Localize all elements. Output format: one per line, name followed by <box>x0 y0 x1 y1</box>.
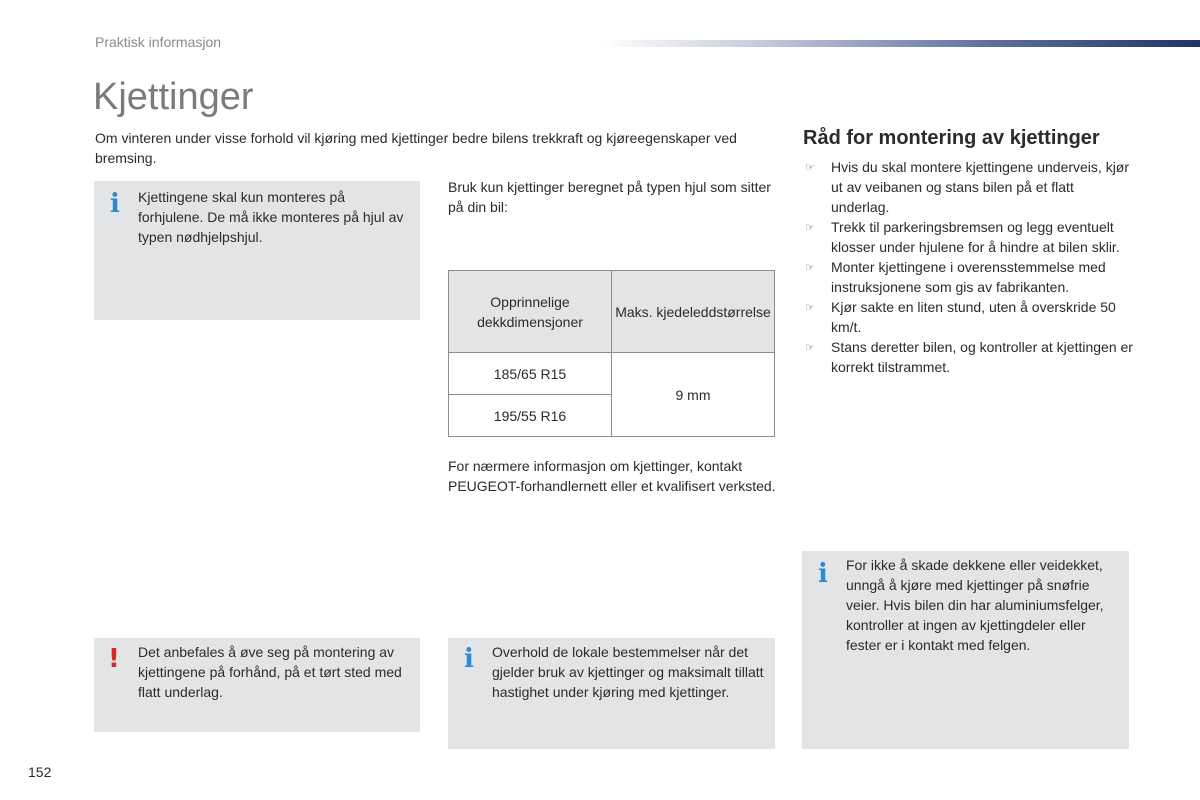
table-cell-dimension: 185/65 R15 <box>449 353 612 395</box>
info-box-tyre-damage <box>802 551 1129 749</box>
pointing-hand-icon: ☞ <box>805 261 815 274</box>
warning-text-practice: Det anbefales å øve seg på montering av kjettingene på forhånd, på et tørt sted med flatt underlag. <box>138 644 402 700</box>
list-item-text: Stans deretter bilen, og kontroller at kjettingen er korrekt tilstrammet. <box>831 339 1133 375</box>
table-header-cell: Opprinnelige dekkdimensjoner <box>449 271 612 353</box>
list-item <box>803 337 1133 377</box>
list-item-text: Monter kjettingene i overensstemmelse med instruksjonene som gis av fabrikanten. <box>831 259 1106 295</box>
info-icon: i <box>464 644 474 674</box>
info-box-front-wheels <box>94 181 420 320</box>
advice-heading: Råd for montering av kjettinger <box>803 127 1100 149</box>
chain-size-table <box>448 270 775 437</box>
page-title: Kjettinger <box>93 76 254 118</box>
list-item <box>803 217 1133 257</box>
usage-text: Bruk kun kjettinger beregnet på typen hjul som sitter på din bil: <box>448 179 771 215</box>
pointing-hand-icon: ☞ <box>805 161 815 174</box>
pointing-hand-icon: ☞ <box>805 301 815 314</box>
warning-icon: ! <box>108 644 120 674</box>
list-item <box>803 297 1133 337</box>
list-item <box>803 257 1133 297</box>
table-cell-max-size: 9 mm <box>612 353 775 437</box>
header-bar <box>600 40 1200 47</box>
section-label: Praktisk informasjon <box>95 34 222 50</box>
more-info-text: For nærmere informasjon om kjettinger, kontakt PEUGEOT-forhandlernett eller et kvalifisert verksted. <box>448 458 776 494</box>
table-cell-dimension: 195/55 R16 <box>449 395 612 437</box>
info-text-local-rules: Overhold de lokale bestemmelser når det gjelder bruk av kjettinger og maksimalt tillatt hastighet under kjøring med kjettinger. <box>492 644 764 700</box>
info-icon: i <box>110 189 120 219</box>
list-item-text: Kjør sakte en liten stund, uten å overskride 50 km/t. <box>831 299 1116 335</box>
list-item-text: Trekk til parkeringsbremsen og legg eventuelt klosser under hjulene for å hindre at bilen sklir. <box>831 219 1120 255</box>
info-box-local-rules <box>448 638 775 749</box>
table-header-cell: Maks. kjedeleddstørrelse <box>612 271 775 353</box>
intro-paragraph: Om vinteren under visse forhold vil kjøring med kjettinger bedre bilens trekkraft og kjøreegenskaper ved bremsing. <box>95 130 737 166</box>
table-row <box>449 353 775 395</box>
pointing-hand-icon: ☞ <box>805 341 815 354</box>
advice-list <box>803 157 1133 377</box>
info-icon: i <box>818 559 828 589</box>
list-item-text: Hvis du skal montere kjettingene underveis, kjør ut av veibanen og stans bilen på et flatt underlag. <box>831 159 1130 215</box>
list-item <box>803 157 1133 217</box>
info-text-front-wheels: Kjettingene skal kun monteres på forhjulene. De må ikke monteres på hjul av typen nødhjelpshjul. <box>138 189 404 245</box>
warning-box-practice <box>94 638 420 732</box>
table-header-row <box>449 271 775 353</box>
pointing-hand-icon: ☞ <box>805 221 815 234</box>
page-number: 152 <box>28 764 52 780</box>
info-text-tyre-damage: For ikke å skade dekkene eller veidekket, unngå å kjøre med kjettinger på snøfrie veier. Hvis bilen din har aluminiumsfelger, kontroller at ingen av kjettingdeler eller fester er i kontakt med felgen. <box>846 557 1104 653</box>
